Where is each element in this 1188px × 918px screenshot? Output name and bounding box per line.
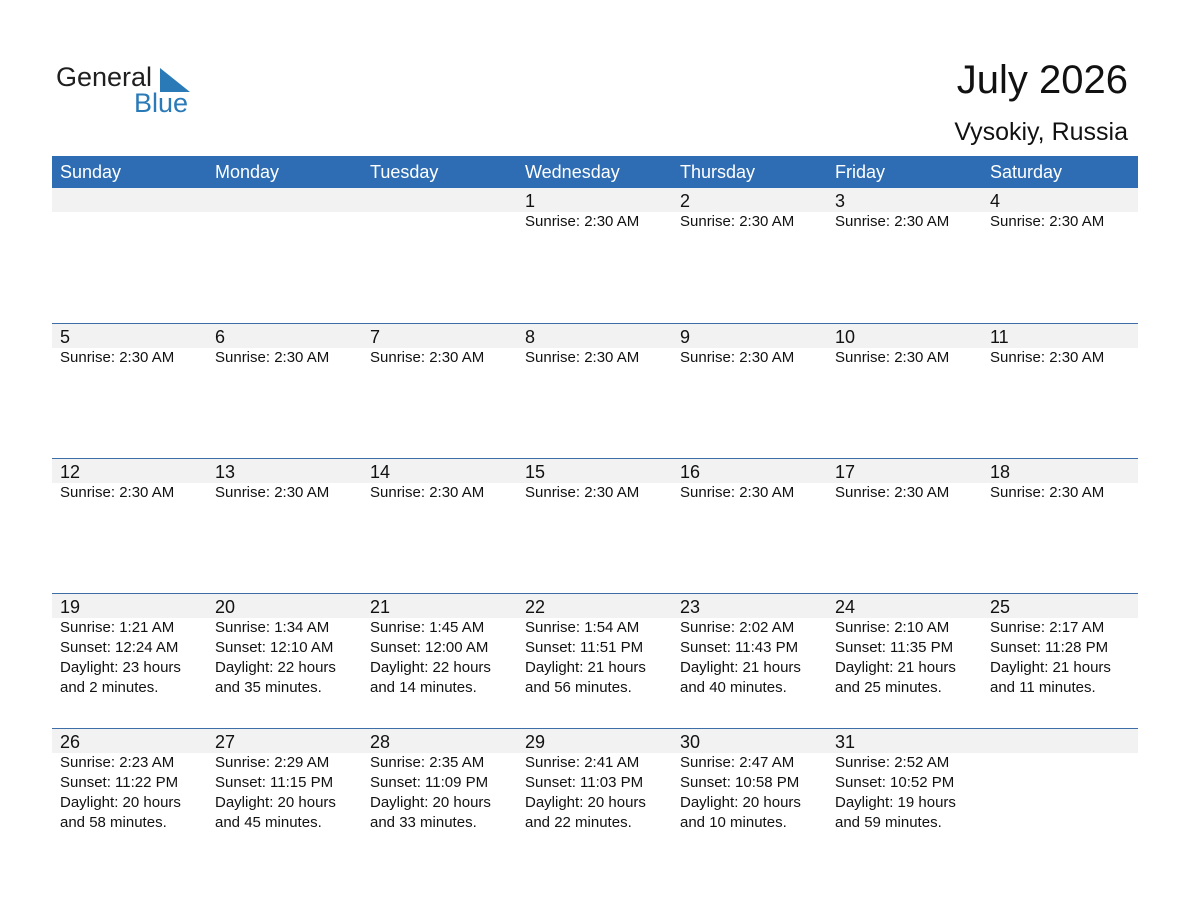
- day-number: 14: [370, 462, 391, 482]
- day-info-line: Sunset: 12:00 AM: [370, 639, 489, 656]
- day-info-line: Sunrise: 2:41 AM: [525, 754, 640, 771]
- day-info-line: Daylight: 21 hours: [990, 659, 1111, 676]
- day-cell: [207, 459, 362, 503]
- day-info-line: and 22 minutes.: [525, 814, 632, 831]
- day-info-line: and 11 minutes.: [990, 679, 1096, 696]
- day-info-line: Sunrise: 2:30 AM: [835, 213, 950, 230]
- day-info-line: Sunrise: 2:29 AM: [215, 754, 330, 771]
- day-info-line: Sunrise: 2:30 AM: [215, 349, 330, 366]
- day-info-line: and 14 minutes.: [370, 679, 477, 696]
- day-cell: [982, 188, 1137, 232]
- day-info-line: Sunrise: 2:30 AM: [370, 349, 485, 366]
- day-cell: [207, 324, 362, 368]
- day-info-line: Sunset: 11:09 PM: [370, 774, 489, 791]
- day-info-line: Daylight: 20 hours: [60, 794, 181, 811]
- day-info-line: Sunrise: 1:45 AM: [370, 619, 485, 636]
- calendar-week-row: [52, 458, 1138, 593]
- day-number: 11: [990, 327, 1009, 347]
- logo-word-blue: Blue: [134, 88, 189, 118]
- day-cell: [982, 459, 1137, 503]
- day-info-line: Daylight: 23 hours: [60, 659, 181, 676]
- day-info-line: Sunrise: 2:30 AM: [60, 484, 175, 501]
- day-info-line: Sunrise: 2:23 AM: [60, 754, 175, 771]
- day-number: 13: [215, 462, 236, 482]
- day-info-line: Sunrise: 2:30 AM: [215, 484, 330, 501]
- day-number: 25: [990, 597, 1011, 617]
- day-number: 2: [680, 191, 691, 211]
- day-number: 10: [835, 327, 856, 347]
- day-number: 31: [835, 732, 856, 752]
- day-info-line: Sunset: 10:58 PM: [680, 774, 800, 791]
- day-info-line: and 33 minutes.: [370, 814, 477, 831]
- day-number: 17: [835, 462, 856, 482]
- day-number: 18: [990, 462, 1011, 482]
- day-cell: [362, 594, 517, 698]
- day-number: 15: [525, 462, 546, 482]
- day-cell: [52, 188, 207, 232]
- day-info-line: Sunrise: 2:52 AM: [835, 754, 950, 771]
- day-info-line: Sunrise: 2:30 AM: [990, 484, 1105, 501]
- day-info-line: Sunrise: 2:30 AM: [990, 349, 1105, 366]
- day-info-line: Sunset: 11:28 PM: [990, 639, 1109, 656]
- day-info-line: Daylight: 19 hours: [835, 794, 956, 811]
- day-info-line: Sunset: 11:51 PM: [525, 639, 644, 656]
- logo: [56, 62, 216, 122]
- day-number: 28: [370, 732, 391, 752]
- day-info-line: Sunrise: 2:30 AM: [525, 349, 640, 366]
- day-cell: [362, 729, 517, 833]
- page-title: July 2026: [956, 58, 1128, 102]
- day-info-line: Sunset: 11:03 PM: [525, 774, 644, 791]
- calendar-week-row: [52, 323, 1138, 458]
- day-info-line: Sunrise: 2:30 AM: [525, 213, 640, 230]
- day-info-line: and 2 minutes.: [60, 679, 159, 696]
- day-info-line: Daylight: 20 hours: [525, 794, 646, 811]
- weekday-label: Thursday: [680, 162, 756, 182]
- weekday-header: [52, 156, 1138, 188]
- weekday-label: Monday: [215, 162, 280, 182]
- day-info-line: Sunrise: 2:30 AM: [680, 484, 795, 501]
- day-info-line: Sunrise: 2:35 AM: [370, 754, 485, 771]
- day-number: 3: [835, 191, 846, 211]
- day-info-line: Sunrise: 1:34 AM: [215, 619, 330, 636]
- day-cell: [982, 729, 1137, 833]
- calendar-week-row: [52, 188, 1138, 323]
- weekday-label: Tuesday: [370, 162, 439, 182]
- day-info-line: Sunset: 10:52 PM: [835, 774, 955, 791]
- day-number: 26: [60, 732, 81, 752]
- day-info-line: Sunset: 12:10 AM: [215, 639, 334, 656]
- day-number: 5: [60, 327, 71, 347]
- day-cell: [827, 729, 982, 833]
- day-info-line: Sunrise: 2:10 AM: [835, 619, 950, 636]
- day-cell: [52, 729, 207, 833]
- weekday-label: Sunday: [60, 162, 122, 182]
- day-info-line: Sunset: 11:43 PM: [680, 639, 799, 656]
- calendar-week-row: [52, 728, 1138, 863]
- day-info-line: and 56 minutes.: [525, 679, 632, 696]
- calendar-weeks: [52, 188, 1138, 863]
- day-cell: [517, 324, 672, 368]
- day-number: 19: [60, 597, 81, 617]
- day-cell: [517, 729, 672, 833]
- day-number: 27: [215, 732, 236, 752]
- day-number: 1: [525, 191, 536, 211]
- day-cell: [362, 188, 517, 232]
- day-number: 8: [525, 327, 536, 347]
- day-info-line: and 45 minutes.: [215, 814, 322, 831]
- location-subtitle: Vysokiy, Russia: [954, 118, 1128, 146]
- day-number: 24: [835, 597, 856, 617]
- day-number: 22: [525, 597, 546, 617]
- day-info-line: Sunrise: 2:30 AM: [60, 349, 175, 366]
- calendar: [52, 156, 1138, 863]
- day-info-line: Sunrise: 2:30 AM: [370, 484, 485, 501]
- day-info-line: Sunrise: 2:30 AM: [525, 484, 640, 501]
- day-number: 16: [680, 462, 701, 482]
- day-info-line: Sunset: 11:15 PM: [215, 774, 334, 791]
- day-cell: [672, 188, 827, 232]
- day-info-line: Daylight: 21 hours: [680, 659, 801, 676]
- day-cell: [52, 324, 207, 368]
- weekday-label: Saturday: [990, 162, 1063, 182]
- day-cell: [517, 594, 672, 698]
- day-cell: [517, 188, 672, 232]
- day-info-line: Daylight: 21 hours: [525, 659, 646, 676]
- calendar-week-row: [52, 593, 1138, 728]
- day-info-line: Sunrise: 2:30 AM: [680, 349, 795, 366]
- day-number: 20: [215, 597, 236, 617]
- day-info-line: Sunrise: 2:47 AM: [680, 754, 795, 771]
- day-info-line: and 25 minutes.: [835, 679, 942, 696]
- day-info-line: Sunrise: 2:02 AM: [680, 619, 795, 636]
- day-number: [215, 188, 362, 212]
- day-cell: [982, 594, 1137, 698]
- day-number: 21: [370, 597, 391, 617]
- day-info-line: Daylight: 20 hours: [680, 794, 801, 811]
- weekday-label: Wednesday: [525, 162, 620, 182]
- day-cell: [827, 459, 982, 503]
- day-cell: [827, 324, 982, 368]
- day-info-line: and 58 minutes.: [60, 814, 167, 831]
- weekday-label: Friday: [835, 162, 886, 182]
- day-cell: [362, 324, 517, 368]
- day-cell: [52, 594, 207, 698]
- logo-word-general: General: [56, 62, 153, 92]
- day-info-line: Daylight: 22 hours: [370, 659, 491, 676]
- day-info-line: Sunrise: 2:30 AM: [835, 484, 950, 501]
- day-cell: [672, 459, 827, 503]
- day-number: 29: [525, 732, 546, 752]
- day-cell: [52, 459, 207, 503]
- day-number: 30: [680, 732, 701, 752]
- day-number: [990, 729, 1137, 753]
- day-info-line: Sunrise: 2:17 AM: [990, 619, 1105, 636]
- day-number: [60, 188, 207, 212]
- day-info-line: and 10 minutes.: [680, 814, 787, 831]
- day-number: 6: [215, 327, 226, 347]
- day-info-line: Daylight: 20 hours: [370, 794, 491, 811]
- day-info-line: Daylight: 22 hours: [215, 659, 336, 676]
- day-number: 7: [370, 327, 381, 347]
- day-cell: [672, 324, 827, 368]
- day-number: 23: [680, 597, 701, 617]
- day-info-line: Sunrise: 1:54 AM: [525, 619, 640, 636]
- day-cell: [362, 459, 517, 503]
- day-cell: [982, 324, 1137, 368]
- day-cell: [827, 188, 982, 232]
- day-cell: [207, 188, 362, 232]
- day-info-line: Sunset: 12:24 AM: [60, 639, 179, 656]
- day-cell: [827, 594, 982, 698]
- day-cell: [672, 729, 827, 833]
- day-info-line: and 59 minutes.: [835, 814, 942, 831]
- day-cell: [672, 594, 827, 698]
- day-info-line: Sunrise: 2:30 AM: [680, 213, 795, 230]
- day-cell: [207, 729, 362, 833]
- day-info-line: Sunrise: 2:30 AM: [835, 349, 950, 366]
- day-info-line: Sunset: 11:22 PM: [60, 774, 179, 791]
- day-info-line: Daylight: 21 hours: [835, 659, 956, 676]
- day-number: 9: [680, 327, 691, 347]
- day-info-line: and 35 minutes.: [215, 679, 322, 696]
- day-number: 4: [990, 191, 1001, 211]
- day-info-line: Sunrise: 2:30 AM: [990, 213, 1105, 230]
- day-info-line: Sunrise: 1:21 AM: [60, 619, 175, 636]
- day-cell: [517, 459, 672, 503]
- day-info-line: Daylight: 20 hours: [215, 794, 336, 811]
- day-info-line: and 40 minutes.: [680, 679, 787, 696]
- day-cell: [207, 594, 362, 698]
- day-info-line: Sunset: 11:35 PM: [835, 639, 954, 656]
- day-number: [370, 188, 517, 212]
- day-number: 12: [60, 462, 81, 482]
